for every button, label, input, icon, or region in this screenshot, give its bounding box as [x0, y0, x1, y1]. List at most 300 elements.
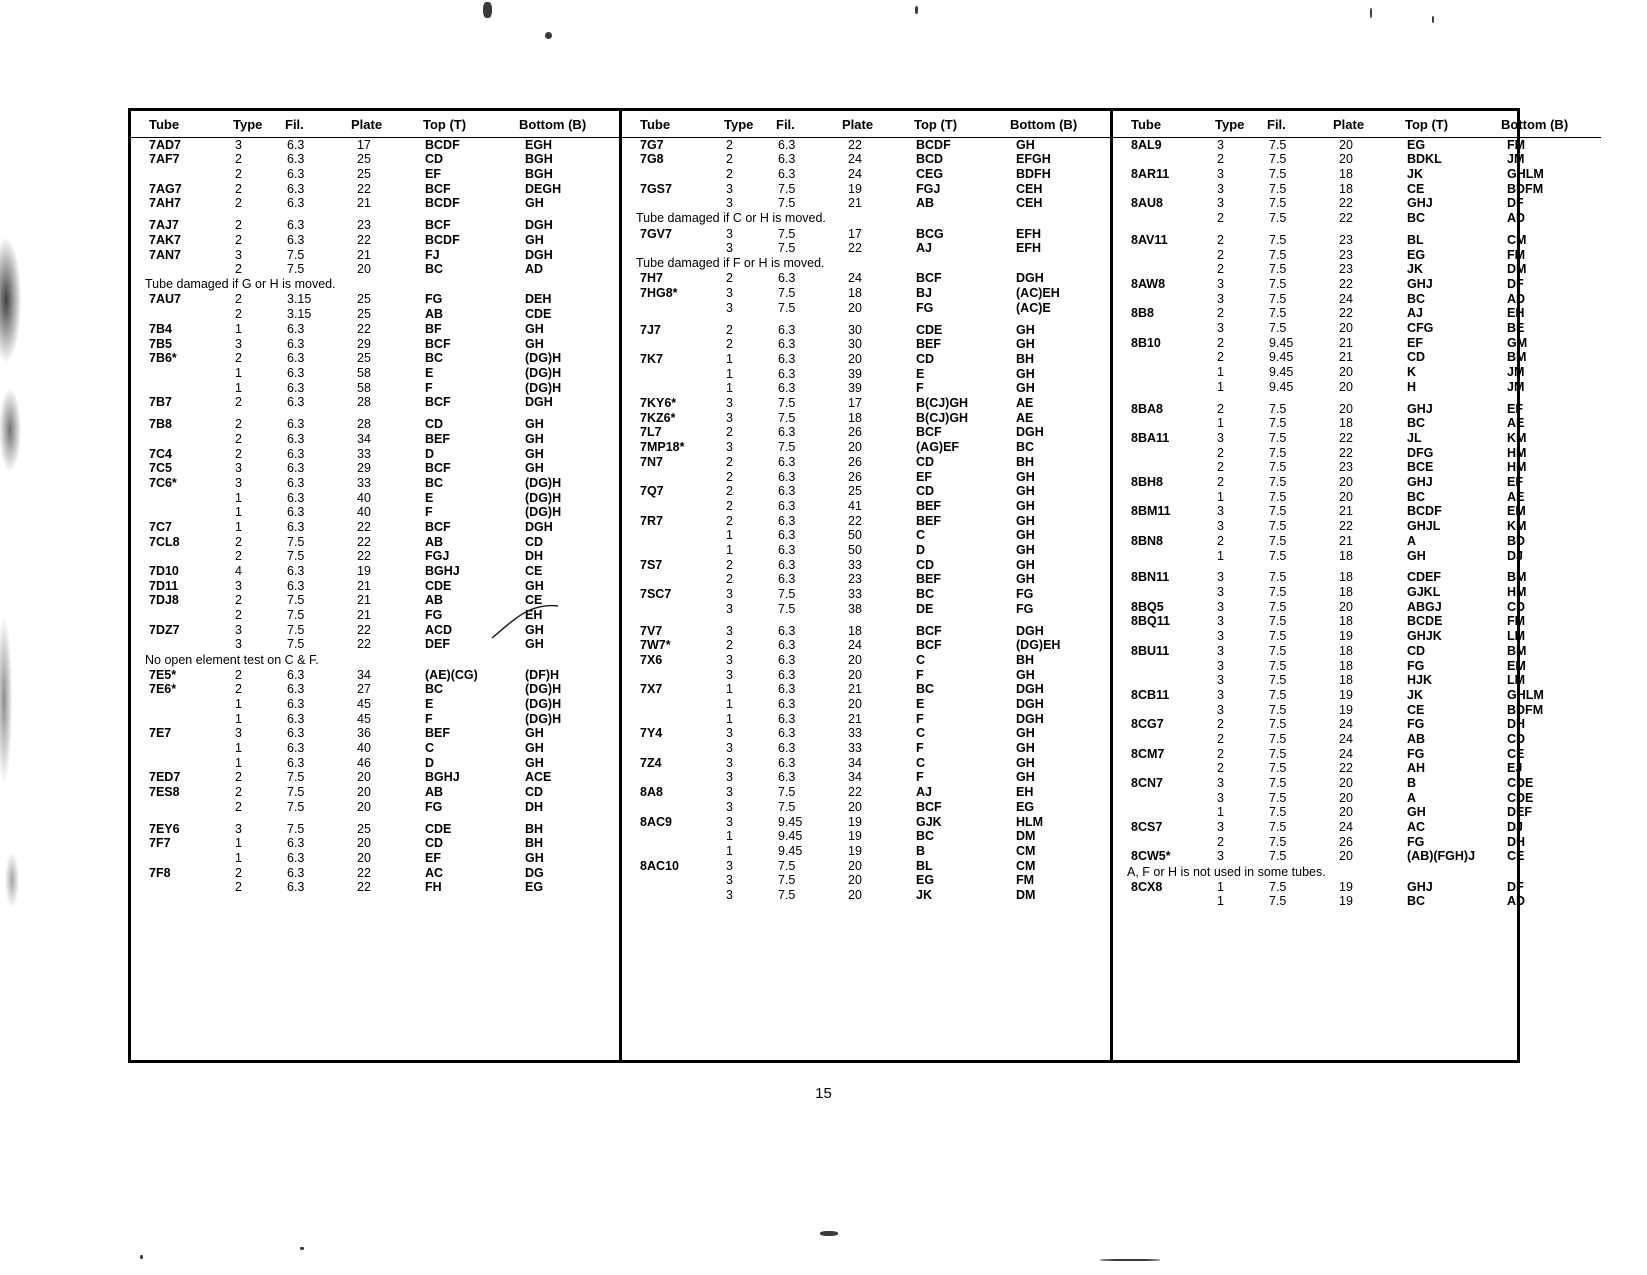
tube-table-2	[622, 113, 1110, 903]
cell-tube: 8CM7	[1131, 746, 1165, 761]
cell-fil: 6.3	[778, 755, 796, 770]
cell-tube	[131, 550, 227, 565]
cell-top: BC	[916, 682, 935, 697]
cell-tube: 7G8	[640, 152, 664, 167]
cell-fil: 6.3	[778, 337, 796, 352]
table-row	[1113, 850, 1601, 865]
table-row	[1113, 402, 1601, 417]
cell-bottom: BGH	[525, 152, 553, 167]
page-number: 15	[815, 1085, 832, 1102]
cell-tube: 7W7*	[640, 638, 671, 653]
cell-fil: 6.3	[287, 166, 305, 181]
table-row	[131, 506, 619, 521]
table-row	[131, 881, 619, 896]
cell-top: FG	[1407, 658, 1425, 673]
cell-tube	[622, 888, 718, 903]
cell-bottom: DF	[1507, 276, 1524, 291]
cell-bottom: LM	[1507, 673, 1526, 688]
row-spacer	[1113, 395, 1601, 402]
cell-fil: 6.3	[287, 395, 305, 410]
table-row	[1113, 336, 1601, 351]
cell-tube	[1113, 263, 1209, 278]
cell-top: BC	[916, 587, 935, 602]
cell-fil: 6.3	[778, 652, 796, 667]
cell-fil: 6.3	[778, 623, 796, 638]
cell-top: F	[916, 711, 924, 726]
cell-fil: 7.5	[778, 196, 796, 211]
table-row	[131, 381, 619, 396]
cell-bottom: BH	[525, 836, 544, 851]
cell-plate: 18	[1339, 658, 1353, 673]
cell-plate: 20	[1339, 849, 1353, 864]
cell-tube: 7D10	[149, 564, 179, 579]
cell-bottom: HLM	[1016, 814, 1044, 829]
cell-tube: 7C5	[149, 461, 172, 476]
cell-type: 3	[726, 726, 733, 741]
cell-tube	[131, 506, 227, 521]
cell-top: CD	[916, 352, 935, 367]
cell-type: 3	[726, 241, 733, 256]
table-row	[1113, 211, 1601, 226]
table-row	[131, 462, 619, 477]
cell-bottom: DM	[1016, 829, 1036, 844]
cell-fil: 6.3	[287, 380, 305, 395]
cell-bottom: GH	[525, 461, 544, 476]
cell-bottom: GH	[1016, 498, 1035, 513]
table-row	[1113, 366, 1601, 381]
cell-tube	[622, 573, 718, 588]
cell-tube	[131, 697, 227, 712]
table-row	[1113, 446, 1601, 461]
cell-plate: 22	[357, 321, 371, 336]
table-row	[622, 397, 1110, 412]
cell-type: 2	[235, 307, 242, 322]
cell-type: 1	[726, 843, 733, 858]
cell-tube	[131, 881, 227, 896]
cell-tube	[131, 852, 227, 867]
cell-plate: 50	[848, 528, 862, 543]
cell-tube	[622, 874, 718, 889]
cell-bottom: FM	[1507, 137, 1526, 152]
cell-tube: 7ED7	[149, 770, 181, 785]
cell-fil: 6.3	[287, 505, 305, 520]
cell-tube: 7AK7	[149, 232, 181, 247]
spacer-cell	[131, 815, 619, 822]
cell-bottom: CEH	[1016, 181, 1043, 196]
table-note: Tube damaged if F or H is moved.	[636, 256, 825, 271]
cell-fil: 6.3	[287, 336, 305, 351]
cell-type: 3	[235, 336, 242, 351]
cell-type: 2	[235, 799, 242, 814]
table-row	[131, 742, 619, 757]
cell-plate: 20	[1339, 489, 1353, 504]
cell-tube: 7KZ6*	[640, 410, 676, 425]
cell-tube: 7MP18*	[640, 440, 685, 455]
cell-bottom: JM	[1507, 152, 1525, 167]
table-row	[622, 558, 1110, 573]
cell-plate: 22	[1339, 211, 1353, 226]
cell-bottom: CEH	[1016, 196, 1043, 211]
cell-top: AB	[916, 196, 935, 211]
cell-type: 1	[726, 352, 733, 367]
cell-bottom: GH	[1016, 484, 1035, 499]
cell-bottom: FG	[1016, 601, 1034, 616]
cell-plate: 18	[1339, 416, 1353, 431]
cell-type: 2	[1217, 445, 1224, 460]
cell-type: 1	[1217, 416, 1224, 431]
cell-plate: 24	[848, 638, 862, 653]
cell-top: CDE	[425, 578, 452, 593]
cell-tube: 7J7	[640, 322, 661, 337]
cell-plate: 22	[357, 865, 371, 880]
cell-bottom: CD	[525, 785, 544, 800]
cell-bottom: BH	[1016, 352, 1035, 367]
cell-type: 3	[726, 858, 733, 873]
row-spacer	[131, 815, 619, 822]
cell-fil: 6.3	[287, 851, 305, 866]
cell-top: BCF	[916, 623, 942, 638]
table-row	[131, 668, 619, 683]
cell-fil: 7.5	[1269, 820, 1287, 835]
cell-bottom: BE	[1507, 321, 1525, 336]
cell-top: BC	[1407, 416, 1426, 431]
cell-plate: 23	[1339, 247, 1353, 262]
cell-bottom: AD	[1507, 291, 1526, 306]
cell-top: B(CJ)GH	[916, 410, 969, 425]
cell-top: F	[916, 770, 924, 785]
cell-fil: 9.45	[778, 814, 803, 829]
cell-tube: 7DZ7	[149, 622, 180, 637]
cell-type: 2	[1217, 731, 1224, 746]
cell-top: AB	[425, 593, 444, 608]
cell-type: 2	[726, 572, 733, 587]
cell-type: 2	[726, 137, 733, 152]
cell-bottom: DGH	[1016, 271, 1044, 286]
table-row	[131, 852, 619, 867]
cell-type: 3	[1217, 629, 1224, 644]
cell-fil: 7.5	[778, 785, 796, 800]
cell-top: BCDF	[916, 137, 951, 152]
cell-bottom: JM	[1507, 379, 1525, 394]
cell-top: BGHJ	[425, 564, 460, 579]
cell-top: GH	[1407, 805, 1426, 820]
cell-type: 1	[235, 365, 242, 380]
cell-bottom: AE	[1507, 416, 1525, 431]
cell-bottom: GH	[525, 741, 544, 756]
cell-plate: 20	[848, 300, 862, 315]
cell-top: GH	[1407, 548, 1426, 563]
cell-plate: 19	[848, 829, 862, 844]
cell-bottom: DG	[525, 865, 544, 880]
cell-bottom: DF	[1507, 196, 1524, 211]
table-row	[622, 639, 1110, 654]
cell-bottom: CE	[525, 593, 543, 608]
table-row	[1113, 233, 1601, 248]
cell-tube: 7V7	[640, 623, 663, 638]
cell-top: GHJ	[1407, 475, 1433, 490]
cell-top: FG	[425, 292, 443, 307]
cell-plate: 21	[357, 593, 371, 608]
cell-tube: 7HG8*	[640, 286, 678, 301]
table-row	[1113, 461, 1601, 476]
cell-fil: 7.5	[287, 262, 305, 277]
cell-tube: 8BN11	[1131, 570, 1170, 585]
spacer-cell	[131, 410, 619, 417]
cell-bottom: CE	[1507, 746, 1525, 761]
cell-top: AC	[1407, 820, 1426, 835]
cell-tube: 8A8	[640, 785, 663, 800]
cell-plate: 25	[357, 152, 371, 167]
cell-tube: 8AR11	[1131, 166, 1170, 181]
cell-plate: 20	[1339, 401, 1353, 416]
table-row	[622, 815, 1110, 830]
cell-type: 2	[235, 770, 242, 785]
cell-tube: 7Y4	[640, 726, 663, 741]
cell-type: 1	[235, 755, 242, 770]
cell-bottom: GH	[1016, 572, 1035, 587]
cell-plate: 58	[357, 365, 371, 380]
cell-bottom: GH	[525, 851, 544, 866]
cell-type: 2	[726, 498, 733, 513]
cell-tube: 7KY6*	[640, 396, 677, 411]
cell-type: 3	[235, 247, 242, 262]
cell-type: 3	[1217, 820, 1224, 835]
cell-tube: 8BA8	[1131, 401, 1163, 416]
cell-fil: 7.5	[1269, 879, 1287, 894]
cell-type: 3	[726, 286, 733, 301]
cell-tube: 7GV7	[640, 226, 672, 241]
cell-type: 2	[726, 454, 733, 469]
cell-fil: 7.5	[778, 873, 796, 888]
cell-bottom: BDFH	[1016, 166, 1051, 181]
cell-fil: 7.5	[287, 799, 305, 814]
cell-tube: 8BH8	[1131, 475, 1163, 490]
cell-tube	[622, 712, 718, 727]
cell-plate: 19	[848, 814, 862, 829]
cell-top: AB	[425, 785, 444, 800]
cell-fil: 7.5	[1269, 445, 1287, 460]
cell-plate: 25	[357, 292, 371, 307]
cell-tube	[131, 167, 227, 182]
cell-type: 1	[235, 711, 242, 726]
cell-bottom: (AC)EH	[1016, 286, 1060, 301]
cell-tube: 8AC9	[640, 814, 672, 829]
cell-top: BCDF	[425, 232, 460, 247]
cell-bottom: GH	[1016, 513, 1035, 528]
table-column-2	[619, 111, 1110, 1060]
cell-plate: 21	[1339, 533, 1353, 548]
row-spacer	[131, 410, 619, 417]
cell-top: E	[425, 697, 434, 712]
cell-fil: 7.5	[778, 396, 796, 411]
cell-plate: 22	[1339, 196, 1353, 211]
cell-bottom: BH	[1016, 454, 1035, 469]
table-row	[622, 441, 1110, 456]
table-row	[1113, 197, 1601, 212]
cell-tube: 8CG7	[1131, 717, 1164, 732]
cell-top: C	[425, 741, 435, 756]
cell-type: 3	[1217, 196, 1224, 211]
cell-type: 3	[1217, 614, 1224, 629]
table-row	[131, 476, 619, 491]
cell-top: JK	[916, 887, 932, 902]
cell-top: CD	[916, 557, 935, 572]
cell-top: BCF	[425, 336, 451, 351]
cell-type: 2	[726, 322, 733, 337]
cell-type: 3	[726, 601, 733, 616]
cell-type: 1	[235, 490, 242, 505]
table-row	[1113, 571, 1601, 586]
cell-plate: 23	[1339, 262, 1353, 277]
cell-bottom: KM	[1507, 431, 1527, 446]
spacer-cell	[1113, 564, 1601, 571]
cell-bottom: BM	[1507, 570, 1527, 585]
cell-bottom: AE	[1507, 489, 1525, 504]
table-row	[1113, 880, 1601, 895]
cell-tube: 7AU7	[149, 292, 181, 307]
scan-edge-noise	[0, 0, 36, 1275]
cell-tube	[1113, 380, 1209, 395]
cell-plate: 33	[848, 726, 862, 741]
cell-tube	[131, 308, 227, 323]
cell-fil: 6.3	[778, 454, 796, 469]
cell-top: ABGJ	[1407, 599, 1442, 614]
table-row	[622, 411, 1110, 426]
cell-type: 3	[726, 785, 733, 800]
cell-top: BGHJ	[425, 770, 460, 785]
cell-plate: 21	[1339, 335, 1353, 350]
cell-type: 3	[1217, 276, 1224, 291]
cell-tube: 8BM11	[1131, 504, 1171, 519]
cell-tube	[1113, 366, 1209, 381]
cell-plate: 20	[848, 667, 862, 682]
cell-top: DE	[916, 601, 934, 616]
cell-fil: 9.45	[778, 829, 803, 844]
cell-bottom: DGH	[525, 395, 553, 410]
cell-plate: 20	[357, 799, 371, 814]
cell-type: 2	[1217, 401, 1224, 416]
cell-bottom: (DG)H	[525, 365, 562, 380]
cell-type: 3	[726, 440, 733, 455]
cell-plate: 18	[1339, 570, 1353, 585]
cell-plate: 34	[848, 755, 862, 770]
cell-type: 3	[1217, 291, 1224, 306]
cell-top: F	[916, 381, 924, 396]
cell-type: 1	[726, 697, 733, 712]
table-row	[131, 337, 619, 352]
cell-type: 3	[235, 461, 242, 476]
cell-top: C	[916, 652, 926, 667]
table-row	[1113, 718, 1601, 733]
cell-tube	[622, 367, 718, 382]
table-row	[622, 668, 1110, 683]
table-header-row	[622, 113, 1110, 138]
header-type: Type	[227, 113, 283, 138]
cell-tube: 7DJ8	[149, 593, 179, 608]
cell-bottom: GH	[525, 321, 544, 336]
table-row	[131, 182, 619, 197]
table-row	[622, 756, 1110, 771]
table-row	[131, 432, 619, 447]
cell-plate: 22	[1339, 306, 1353, 321]
cell-type: 3	[1217, 585, 1224, 600]
table-row	[131, 579, 619, 594]
cell-top: AJ	[1407, 306, 1423, 321]
cell-top: FJ	[425, 247, 440, 262]
cell-bottom: EJ	[1507, 761, 1523, 776]
cell-plate: 33	[848, 741, 862, 756]
cell-plate: 20	[848, 352, 862, 367]
cell-tube	[622, 470, 718, 485]
cell-bottom: BH	[525, 821, 544, 836]
cell-tube	[1113, 549, 1209, 564]
cell-type: 3	[726, 741, 733, 756]
cell-fil: 7.5	[778, 300, 796, 315]
cell-bottom: FM	[1016, 873, 1035, 888]
cell-top: BC	[1407, 489, 1426, 504]
cell-top: BC	[425, 262, 444, 277]
table-row	[131, 564, 619, 579]
cell-type: 2	[726, 469, 733, 484]
cell-top: BCDF	[425, 137, 460, 152]
cell-tube	[1113, 806, 1209, 821]
table-row	[131, 447, 619, 462]
cell-fil: 7.5	[1269, 599, 1287, 614]
cell-bottom: GH	[1016, 770, 1035, 785]
cell-type: 2	[235, 667, 242, 682]
cell-bottom: AD	[1507, 894, 1526, 909]
cell-plate: 22	[1339, 445, 1353, 460]
table-row	[622, 167, 1110, 182]
cell-fil: 6.3	[287, 365, 305, 380]
table-row	[622, 830, 1110, 845]
cell-type: 3	[235, 637, 242, 652]
cell-fil: 6.3	[287, 351, 305, 366]
table-body-2	[622, 138, 1110, 904]
table-row	[131, 837, 619, 852]
cell-type: 3	[1217, 790, 1224, 805]
cell-bottom: BM	[1507, 643, 1527, 658]
cell-plate: 20	[1339, 599, 1353, 614]
cell-top: D	[425, 446, 435, 461]
cell-fil: 6.3	[778, 137, 796, 152]
cell-bottom: GHLM	[1507, 687, 1544, 702]
cell-fil: 7.5	[778, 410, 796, 425]
cell-top: AH	[1407, 761, 1426, 776]
cell-fil: 7.5	[287, 593, 305, 608]
cell-top: FG	[425, 608, 443, 623]
cell-plate: 20	[848, 887, 862, 902]
cell-top: GHJ	[1407, 401, 1433, 416]
cell-top: E	[916, 697, 925, 712]
cell-tube: 8BQ11	[1131, 614, 1170, 629]
table-row	[622, 499, 1110, 514]
cell-plate: 20	[848, 799, 862, 814]
cell-top: FH	[425, 880, 442, 895]
table-row	[131, 683, 619, 698]
cell-type: 2	[235, 785, 242, 800]
cell-plate: 22	[357, 181, 371, 196]
table-note-row	[1113, 865, 1601, 881]
table-row	[1113, 534, 1601, 549]
table-row	[622, 888, 1110, 903]
cell-bottom: GM	[1507, 335, 1528, 350]
table-row	[622, 426, 1110, 441]
cell-fil: 6.3	[778, 425, 796, 440]
cell-top: DEF	[425, 637, 450, 652]
cell-top: C	[916, 726, 926, 741]
cell-type: 2	[1217, 460, 1224, 475]
